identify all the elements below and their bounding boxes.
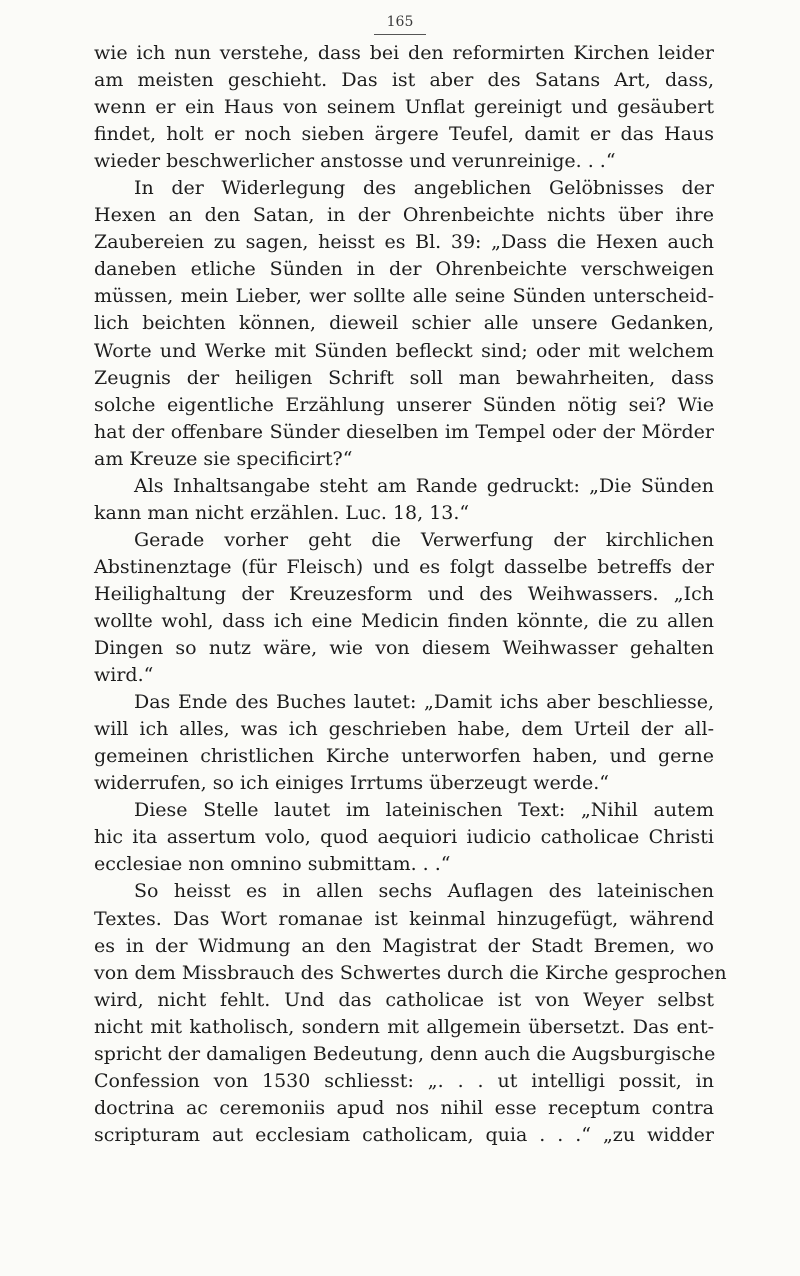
page-number: 165 — [386, 14, 414, 30]
text-line: wird, nicht fehlt. Und das catholicae ist von Weyer selbst — [94, 988, 714, 1011]
text-line: am meisten geschieht. Das ist aber des Satans Art, dass, — [94, 69, 714, 92]
page-number-rule — [374, 34, 426, 35]
text-line: wie ich nun verstehe, dass bei den reformirten Kirchen leider — [94, 42, 714, 64]
text-line: scripturam aut ecclesiam catholicam, quia . . .“ „zu widder — [94, 1123, 714, 1146]
text-line: von dem Missbrauch des Schwertes durch die Kirche gesprochen — [94, 961, 727, 984]
text-line: widerrufen, so ich einiges Irrtums überzeugt werde.“ — [94, 772, 609, 795]
text-line: wird.“ — [94, 664, 154, 687]
text-line: doctrina ac ceremoniis apud nos nihil esse receptum contra — [94, 1096, 714, 1119]
text-line: ecclesiae non omnino submittam. . .“ — [94, 853, 451, 876]
text-line: Als Inhaltsangabe steht am Rande gedruckt: „Die Sünden — [134, 474, 714, 497]
text-line: Dingen so nutz wäre, wie von diesem Weihwasser gehalten — [94, 637, 714, 660]
text-line: müssen, mein Lieber, wer sollte alle seine Sünden unterscheid- — [94, 285, 714, 308]
text-line: Worte und Werke mit Sünden befleckt sind; oder mit welchem — [94, 339, 714, 362]
text-line: lich beichten können, dieweil schier alle unsere Gedanken, — [94, 312, 714, 335]
text-line: wenn er ein Haus von seinem Unflat gereinigt und gesäubert — [94, 96, 714, 119]
paragraph — [94, 797, 714, 878]
paragraph — [94, 175, 714, 473]
paragraph — [94, 473, 714, 527]
paragraph — [94, 689, 714, 797]
text-line: daneben etliche Sünden in der Ohrenbeichte verschweigen — [94, 258, 714, 281]
paragraph — [94, 40, 714, 175]
text-line: Zaubereien zu sagen, heisst es Bl. 39: „Dass die Hexen auch — [94, 231, 714, 254]
text-line: Heilighaltung der Kreuzesform und des Weihwassers. „Ich — [94, 582, 714, 605]
text-line: Diese Stelle lautet im lateinischen Text: „Nihil autem — [134, 799, 714, 822]
text-line: am Kreuze sie specificirt?“ — [94, 447, 353, 470]
text-line: Gerade vorher geht die Verwerfung der kirchlichen — [134, 528, 714, 551]
text-line: wollte wohl, dass ich eine Medicin finden könnte, die zu allen — [94, 609, 714, 632]
text-line: In der Widerlegung des angeblichen Gelöbnisses der — [134, 177, 714, 200]
text-line: gemeinen christlichen Kirche unterworfen haben, und gerne — [94, 745, 714, 768]
text-line: Das Ende des Buches lautet: „Damit ichs aber beschliesse, — [134, 691, 714, 714]
paragraph — [94, 527, 714, 689]
text-line: will ich alles, was ich geschrieben habe, dem Urteil der all- — [94, 718, 714, 741]
paragraph — [94, 878, 727, 1148]
text-line: Textes. Das Wort romanae ist keinmal hinzugefügt, während — [94, 907, 714, 930]
text-line: wieder beschwerlicher anstosse und verunreinige. . .“ — [94, 150, 616, 173]
body-text — [94, 40, 727, 1149]
text-line: es in der Widmung an den Magistrat der Stadt Bremen, wo — [94, 934, 714, 957]
text-line: hic ita assertum volo, quod aequiori iudicio catholicae Christi — [94, 826, 714, 849]
text-line: So heisst es in allen sechs Auflagen des lateinischen — [134, 880, 714, 903]
text-line: nicht mit katholisch, sondern mit allgemein übersetzt. Das ent- — [94, 1015, 714, 1038]
text-line: Confession von 1530 schliesst: „. . . ut intelligi possit, in — [94, 1069, 714, 1092]
text-line: spricht der damaligen Bedeutung, denn auch die Augsburgische — [94, 1042, 716, 1065]
text-line: kann man nicht erzählen. Luc. 18, 13.“ — [94, 501, 470, 524]
text-line: findet, holt er noch sieben ärgere Teufel, damit er das Haus — [94, 123, 714, 146]
text-line: solche eigentliche Erzählung unserer Sünden nötig sei? Wie — [94, 393, 714, 416]
text-line: Zeugnis der heiligen Schrift soll man bewahrheiten, dass — [94, 366, 714, 389]
text-line: Hexen an den Satan, in der Ohrenbeichte nichts über ihre — [94, 204, 714, 227]
text-line: hat der offenbare Sünder dieselben im Tempel oder der Mörder — [94, 420, 714, 443]
text-line: Abstinenztage (für Fleisch) und es folgt dasselbe betreffs der — [94, 555, 714, 578]
